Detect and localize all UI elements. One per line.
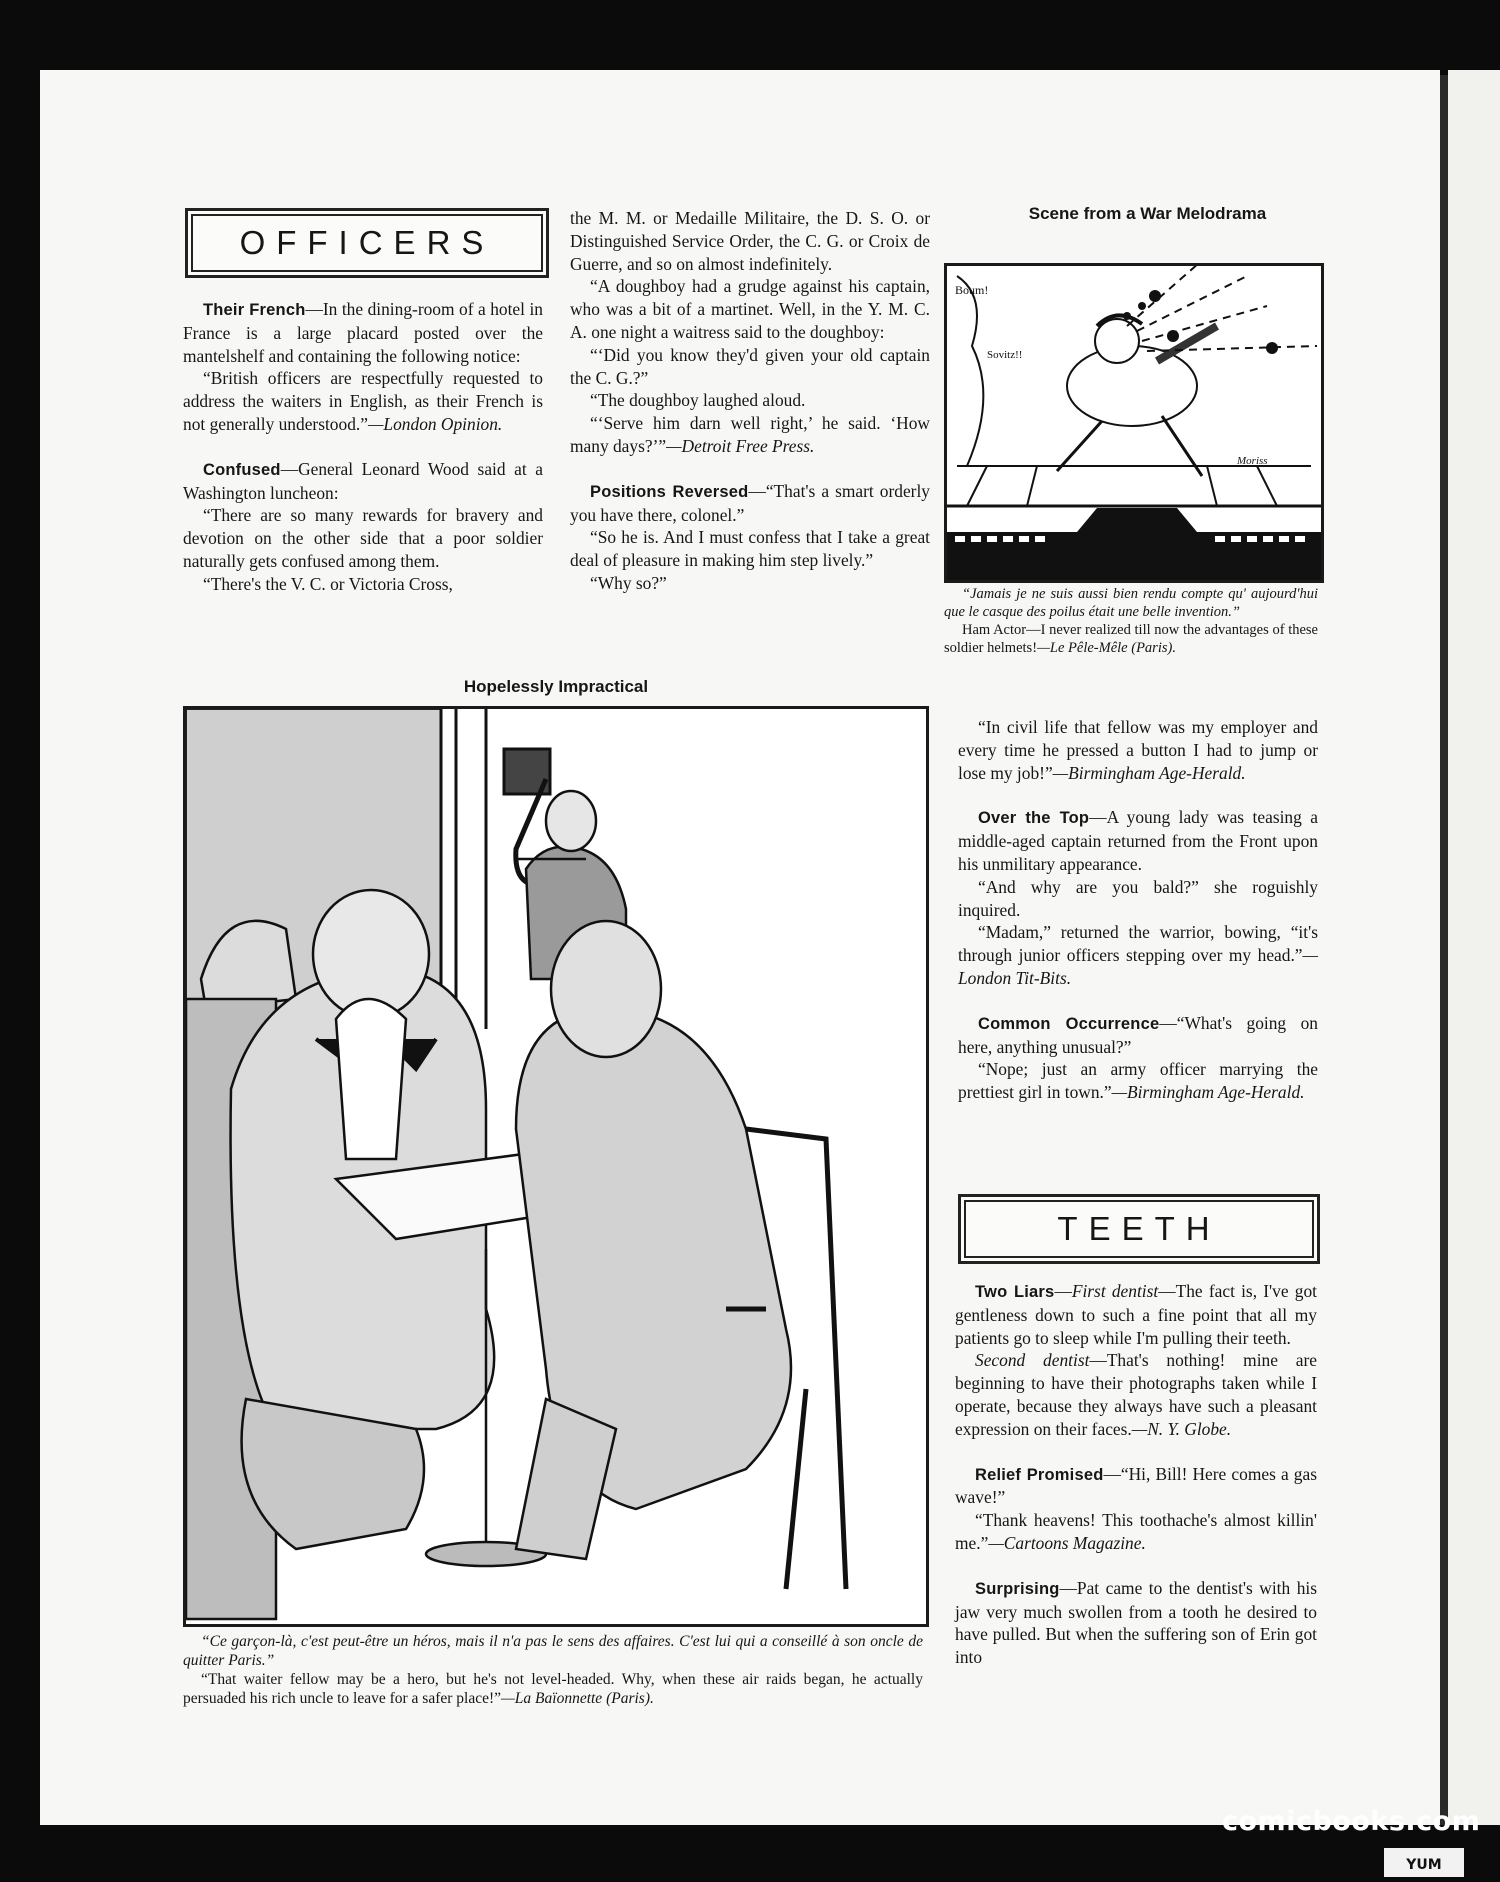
article-over-the-top: Over the Top—A young lady was teasing a middle-aged captain returned from the Front upon his unmilitary appearance.	[958, 807, 1318, 874]
article-surprising: Surprising—Pat came to the dentist's with his jaw very much swollen from a tooth he desired to have pulled. But when the suffering son of Erin got into	[955, 1577, 1317, 1668]
article-confused: Confused—General Leonard Wood said at a Washington luncheon:	[183, 458, 543, 503]
positions-p3: “Why so?”	[590, 572, 667, 593]
teeth-heading: TEETH	[958, 1194, 1320, 1264]
over-top-p3: “Madam,” returned the warrior, bowing, “it's through junior officers stepping over my head.”—London Tit-Bits.	[958, 922, 1318, 988]
article-common-occurrence: Common Occurrence—“What's going on here, anything unusual?”	[958, 1012, 1318, 1057]
confused-p4: the M. M. or Medaille Militaire, the D. S. O. or Distinguished Service Order, the C. G. or Croix de Guerre, and so on almost indefinitely.	[570, 208, 930, 274]
watermark-text: comicbooks.com	[1222, 1806, 1481, 1837]
over-top-p2: “And why are you bald?” she roguishly inquired.	[958, 876, 1318, 920]
main-cartoon-illustration	[186, 709, 926, 1624]
column-right-teeth	[955, 1280, 1317, 1669]
column-middle	[570, 207, 930, 595]
side-cartoon-illustration	[947, 266, 1321, 580]
two-liars-p2: Second dentist—That's nothing! mine are beginning to have their photographs taken while I operate, because they always have such a pleasant expression on their faces.—N. Y. Globe.	[955, 1350, 1317, 1439]
common-p2: “Nope; just an army officer marrying the prettiest girl in town.”—Birmingham Age-Herald.	[958, 1059, 1318, 1103]
next-page-edge	[1448, 70, 1500, 1825]
main-cartoon-title: Hopelessly Impractical	[463, 677, 649, 696]
confused-p7: “The doughboy laughed aloud.	[590, 390, 806, 411]
corner-tab: YUM	[1384, 1848, 1464, 1877]
side-caption-french: “Jamais je ne suis aussi bien rendu compte qu' aujourd'hui que le casque des poilus était une belle invention.”	[944, 586, 1318, 620]
side-cartoon-signature: Moriss	[1237, 455, 1268, 467]
article-relief-promised: Relief Promised—“Hi, Bill! Here comes a gas wave!”	[955, 1463, 1317, 1508]
confused-p2: “There are so many rewards for bravery and devotion on the other side that a poor soldier naturally gets confused among them.	[183, 505, 543, 571]
article-positions-reversed: Positions Reversed—“That's a smart orderly you have there, colonel.”	[570, 480, 930, 525]
relief-p2: “Thank heavens! This toothache's almost killin' me.”—Cartoons Magazine.	[955, 1510, 1317, 1553]
side-cartoon-title: Scene from a War Melodrama	[1028, 204, 1267, 223]
page-gutter	[1440, 75, 1448, 1825]
side-cartoon-sfx-2: Sovitz!!	[987, 349, 1023, 361]
civil-life-joke: “In civil life that fellow was my employer and every time he pressed a button I had to jump or lose my job!”—Birmingham Age-Herald.	[958, 717, 1318, 783]
side-cartoon-frame	[944, 263, 1324, 583]
confused-p5: “A doughboy had a grudge against his captain, who was a bit of a martinet. Well, in the Y. M. C. A. one night a waitress said to the doughboy:	[570, 276, 930, 342]
positions-p2: “So he is. And I must confess that I take a great deal of pleasure in making him step lively.”	[570, 527, 930, 571]
their-french-quote: “British officers are respectfully requested to address the waiters in English, as their French is not generally understood.”—London Opinion.	[183, 368, 543, 434]
column-right	[958, 716, 1318, 1104]
officers-heading: OFFICERS	[185, 208, 549, 278]
confused-p6: “‘Did you know they'd given your old captain the C. G.?”	[570, 344, 930, 388]
side-cartoon-caption	[944, 585, 1318, 657]
main-cartoon-frame	[183, 706, 929, 1627]
side-caption-english: Ham Actor—I never realized till now the advantages of these soldier helmets!—Le Pêle-Mêle (Paris).	[944, 622, 1318, 656]
article-their-french: Their French—In the dining-room of a hotel in France is a large placard posted over the mantelshelf and containing the following notice:	[183, 299, 543, 366]
confused-p3: “There's the V. C. or Victoria Cross,	[203, 573, 453, 594]
column-left	[183, 298, 543, 596]
side-cartoon-sfx: Boum!	[955, 283, 989, 297]
main-caption-french: “Ce garçon-là, c'est peut-être un héros, mais il n'a pas le sens des affaires. C'est lui qui a conseillé à son oncle de quitter Paris.”	[183, 1633, 923, 1669]
article-two-liars: Two Liars—First dentist—The fact is, I've got gentleness down to such a fine point that all my patients go to sleep while I'm pulling their teeth.	[955, 1281, 1317, 1348]
main-cartoon-caption	[183, 1632, 923, 1708]
main-caption-english: “That waiter fellow may be a hero, but he's not level-headed. Why, when these air raids began, he actually persuaded his rich uncle to leave for a safer place!”—La Baïonnette (Paris).	[183, 1671, 923, 1707]
confused-p8: “‘Serve him darn well right,’ he said. ‘How many days?’”—Detroit Free Press.	[570, 413, 930, 456]
